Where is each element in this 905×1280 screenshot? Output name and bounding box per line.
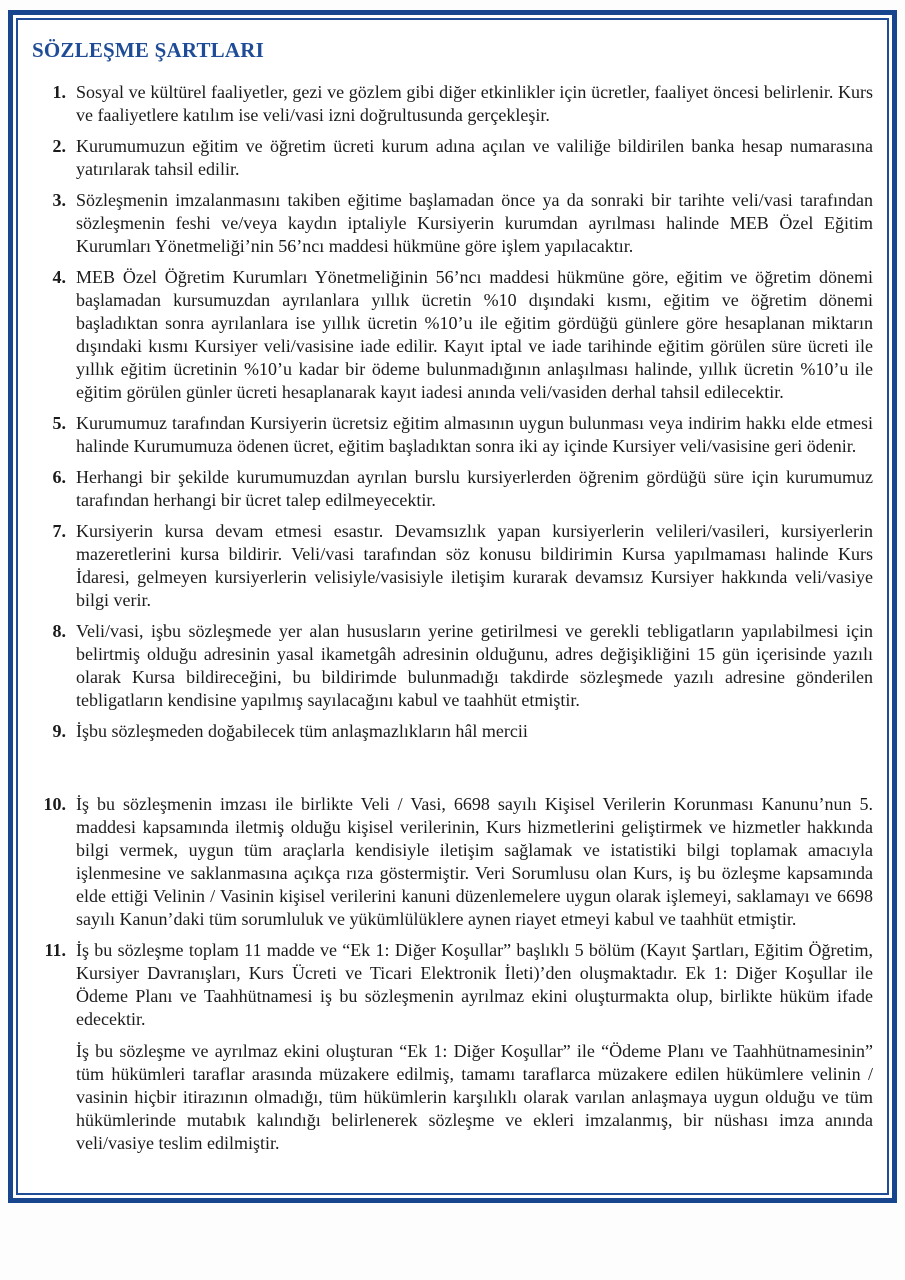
item-text (76, 793, 873, 931)
item-text (76, 466, 873, 512)
item-text (76, 81, 873, 127)
item-paragraph: Herhangi bir şekilde kurumumuzdan ayrılan burslu kursiyerlerden öğrenim gördüğü süre için kurumumuz tarafından herhangi bir ücret talep edilmeyecektir. (76, 467, 873, 510)
item-number: 11. (44, 940, 66, 960)
item-paragraph: Veli/vasi, işbu sözleşmede yer alan hususların yerine getirilmesi ve gerekli tebligatların yapılabilmesi için belirtmiş olduğu adresinin yasal ikametgâh adresinin olduğunu, adres değişikliğini 15 gün içerisinde yazılı olarak Kursa bildireceğini, bu bildirimde bulunmadığı takdirde sözleşmede yazılı adresine gönderilen tebligatların kendisine yapılmış sayılacağını kabul ve taahhüt etmiştir. (76, 621, 873, 710)
list-item (30, 520, 873, 612)
list-item (30, 266, 873, 404)
list-item (30, 412, 873, 458)
item-paragraph: Sosyal ve kültürel faaliyetler, gezi ve gözlem gibi diğer etkinlikler için ücretler, faaliyet öncesi belirlenir. Kurs ve faaliyetlere katılım ise veli/vasi izni doğrultusunda gerçekleşir. (76, 82, 873, 125)
document-border-frame (8, 10, 897, 1203)
item-number: 1. (52, 82, 66, 102)
list-item (30, 189, 873, 258)
item-paragraph: MEB Özel Öğretim Kurumları Yönetmeliğinin 56’ncı maddesi hükmüne göre, eğitim ve öğretim dönemi başlamadan kursumuzdan ayrılanlara yıllık ücretin %10 dışındaki kısmı, eğitim ve öğretim dönemi başladıktan sonra ayrılanlara ise yıllık ücretin %10’u ile eğitim gördüğü günlere göre hesaplanan miktarın dışındaki kısmı Kursiyer veli/vasisine iade edilir. Kayıt iptal ve iade tarihinde eğitim görülen süre ücreti ile yıllık eğitim ücretinin %10’u kadar bir ödeme bulunmadığının anlaşılması halinde, yıllık ücretin %10’u ile eğitim görülen günler ücreti hesaplanarak kayıt iadesi anında veli/vasiden derhal tahsil edilecektir. (76, 267, 873, 402)
item-paragraph: İşbu sözleşmeden doğabilecek tüm anlaşmazlıkların hâl mercii (76, 721, 528, 741)
item-number: 7. (52, 521, 66, 541)
item-text (76, 520, 873, 612)
list-item (30, 620, 873, 712)
list-item (30, 135, 873, 181)
item-number: 4. (52, 267, 66, 287)
document-page (16, 18, 889, 1195)
item-paragraph: İş bu sözleşme toplam 11 madde ve “Ek 1: Diğer Koşullar” başlıklı 5 bölüm (Kayıt Şartları, Eğitim Öğretim, Kursiyer Davranışları, Kurs Ücreti ve Ticari Elektronik İleti)’den oluşmaktadır. Ek 1: Diğer Koşullar ile Ödeme Planı ve Taahhütnamesi iş bu sözleşmenin ayrılmaz ekini oluşturmakta olup, birlikte hüküm ifade edecektir. (76, 940, 873, 1029)
item-text (76, 412, 873, 458)
item-number: 6. (52, 467, 66, 487)
item-number: 2. (52, 136, 66, 156)
terms-list (30, 81, 873, 1155)
list-item (30, 81, 873, 127)
list-item (30, 939, 873, 1155)
item-paragraph: Kurumumuz tarafından Kursiyerin ücretsiz eğitim almasının uygun bulunması veya indirim hakkı elde etmesi halinde Kurumumuza ödenen ücret, eğitim başladıktan sonra iki ay içinde Kursiyer veli/vasisine geri ödenir. (76, 413, 873, 456)
list-item (30, 720, 873, 743)
item-text (76, 189, 873, 258)
item-paragraph: Kursiyerin kursa devam etmesi esastır. Devamsızlık yapan kursiyerlerin velileri/vasileri, kursiyerlerin mazeretlerini kursa bildirir. Veli/vasi tarafından söz konusu bildirimin Kursa yapılmaması halinde Kurs İdaresi, gelmeyen kursiyerlerin velisiyle/vasisiyle iletişim kurarak devamsız Kursiyer hakkında veli/vasiye bilgi verir. (76, 521, 873, 610)
item-paragraph: İş bu sözleşme ve ayrılmaz ekini oluşturan “Ek 1: Diğer Koşullar” ile “Ödeme Planı ve Taahhütnamesinin” tüm hükümleri taraflar arasında müzakere edilmiş, tamamı taraflarca müzakere edilen hükümlere velinin / vasinin hiçbir itirazının olmadığı, tüm hükümlerin karşılıklı olarak varılan anlaşmaya uygun olduğu ve tüm hükümlerinde mutabık kalındığı belirlenerek sözleşme ve ekleri imzalanmış, bir nüshası imza anında veli/vasiye teslim edilmiştir. (76, 1041, 873, 1153)
item-number: 5. (52, 413, 66, 433)
item-number: 9. (52, 721, 66, 741)
item-text (76, 939, 873, 1155)
item-paragraph: Sözleşmenin imzalanmasını takiben eğitime başlamadan önce ya da sonraki bir tarihte veli/vasi tarafından sözleşmenin feshi ve/veya kaydın iptaliyle Kursiyerin kurumdan ayrılması halinde MEB Özel Eğitim Kurumları Yönetmeliği’nin 56’ncı maddesi hükmüne göre işlem yapılacaktır. (76, 190, 873, 256)
page-title: SÖZLEŞME ŞARTLARI (32, 38, 264, 62)
item-number: 3. (52, 190, 66, 210)
item-text (76, 620, 873, 712)
list-item (30, 793, 873, 931)
item-paragraph: İş bu sözleşmenin imzası ile birlikte Veli / Vasi, 6698 sayılı Kişisel Verilerin Korunması Kanunu’nun 5. maddesi kapsamında iletmiş olduğu kişisel verilerinin, Kurs hizmetlerini geliştirmek ve hizmetler hakkında bilgi vermek, uygun tüm araçlarla kendisiyle iletişim sağlamak ve istatistiki bilgi toplamak amacıyla işlenmesine ve saklanmasına açıkça rıza göstermiştir. Veri Sorumlusu olan Kurs, iş bu özleşme kapsamında elde ettiği Velinin / Vasinin kişisel verilerini kanuni düzenlemelere uygun olarak işlemeyi, saklamayı ve 6698 sayılı Kanun’daki tüm sorumluluk ve yükümlülüklere aynen riayet etmeyi kabul ve taahhüt etmiştir. (76, 794, 873, 929)
item-text (76, 135, 873, 181)
item-paragraph: Kurumumuzun eğitim ve öğretim ücreti kurum adına açılan ve valiliğe bildirilen banka hesap numarasına yatırılarak tahsil edilir. (76, 136, 873, 179)
item-text (76, 266, 873, 404)
item-text (76, 720, 873, 743)
item-number: 10. (43, 794, 66, 814)
item-number: 8. (52, 621, 66, 641)
list-item (30, 466, 873, 512)
